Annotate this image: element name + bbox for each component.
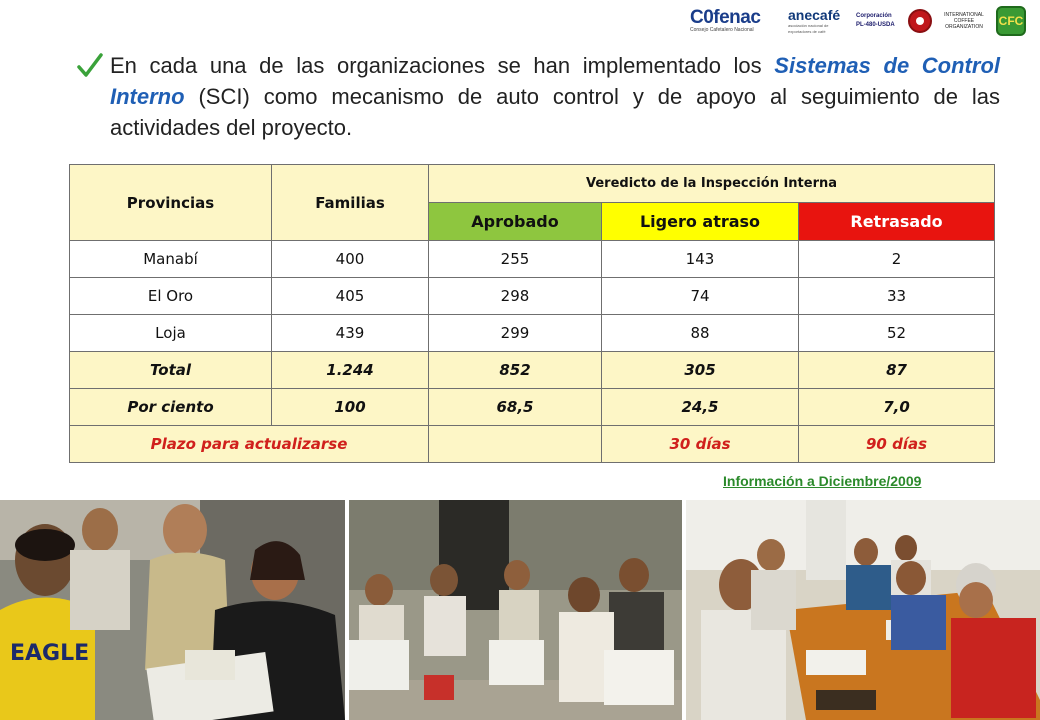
cell-ligero: 74: [602, 278, 799, 315]
cell-total-familias: 1.244: [272, 352, 429, 389]
cell-retrasado: 52: [799, 315, 995, 352]
table-row-total: [70, 352, 995, 389]
table-row-plazo: [70, 426, 995, 463]
cell-plazo-retrasado: 90 días: [799, 426, 995, 463]
paragraph-emphasis: Sistemas de Control Interno: [110, 53, 1000, 109]
col-header-aprobado: Aprobado: [429, 203, 602, 241]
checkmark-icon: [76, 52, 104, 80]
anecafe-name: anecafé: [788, 7, 841, 23]
cell-total-ligero: 305: [602, 352, 799, 389]
ico-line2: COFFEE: [953, 18, 975, 24]
cell-plazo-aprobado: [429, 426, 602, 463]
cell-provincia: Manabí: [70, 241, 272, 278]
ico-line1: INTERNATIONAL: [944, 12, 984, 18]
cell-familias: 405: [272, 278, 429, 315]
col-header-retrasado: Retrasado: [799, 203, 995, 241]
cell-plazo-ligero: 30 días: [602, 426, 799, 463]
intro-paragraph: [110, 50, 1000, 143]
cell-plazo-label: Plazo para actualizarse: [70, 426, 429, 463]
ico-logo-text: [936, 5, 992, 37]
cell-ligero: 143: [602, 241, 799, 278]
col-header-familias: Familias: [272, 165, 429, 241]
cell-porciento-ligero: 24,5: [602, 389, 799, 426]
meeting-photo-1: [0, 500, 345, 720]
cell-total-retrasado: 87: [799, 352, 995, 389]
cell-ligero: 88: [602, 315, 799, 352]
cfc-logo: [996, 6, 1026, 36]
cell-retrasado: 2: [799, 241, 995, 278]
ico-logo: [908, 9, 932, 33]
corporacion-logo: [856, 5, 904, 37]
col-header-ligero: Ligero atraso: [602, 203, 799, 241]
cell-retrasado: 33: [799, 278, 995, 315]
veredicto-table: [69, 164, 995, 463]
corp-line1: Corporación: [856, 13, 892, 19]
ico-emblem-icon: [908, 9, 932, 33]
cofenac-sub: Consejo Cafetalero Nacional: [690, 26, 754, 33]
info-note: Información a Diciembre/2009: [723, 473, 922, 489]
col-header-group: Veredicto de la Inspección Interna: [429, 165, 995, 203]
cell-porciento-retrasado: 7,0: [799, 389, 995, 426]
cell-porciento-familias: 100: [272, 389, 429, 426]
cell-porciento-aprobado: 68,5: [429, 389, 602, 426]
cofenac-logo: [690, 5, 784, 37]
cell-porciento-label: Por ciento: [70, 389, 272, 426]
cofenac-name: C0fenac: [690, 6, 761, 28]
cfc-name: CFC: [998, 14, 1024, 28]
meeting-photo-2: [349, 500, 682, 720]
cell-aprobado: 255: [429, 241, 602, 278]
svg-text:EAGLE: EAGLE: [10, 641, 90, 666]
cell-familias: 400: [272, 241, 429, 278]
partner-logos: [690, 4, 1036, 38]
paragraph-before: En cada una de las organizaciones se han implementado los: [110, 53, 775, 78]
cell-aprobado: 299: [429, 315, 602, 352]
col-header-provincias: Provincias: [70, 165, 272, 241]
anecafe-logo: [788, 5, 852, 37]
corp-line2: PL-480-USDA: [856, 22, 895, 28]
ico-line3: ORGANIZATION: [945, 24, 983, 30]
table-row-porciento: [70, 389, 995, 426]
meeting-photo-3: [686, 500, 1040, 720]
anecafe-sub: asociación nacional de exportadores de café: [788, 23, 829, 34]
table-row: [70, 278, 995, 315]
cell-aprobado: 298: [429, 278, 602, 315]
cell-provincia: Loja: [70, 315, 272, 352]
cell-total-aprobado: 852: [429, 352, 602, 389]
cell-total-label: Total: [70, 352, 272, 389]
table-row: [70, 241, 995, 278]
table-row: [70, 315, 995, 352]
cell-familias: 439: [272, 315, 429, 352]
cell-provincia: El Oro: [70, 278, 272, 315]
table-header-row-1: [70, 165, 995, 203]
paragraph-after: (SCI) como mecanismo de auto control y de apoyo al seguimiento de las actividades del proyecto.: [110, 84, 1000, 140]
